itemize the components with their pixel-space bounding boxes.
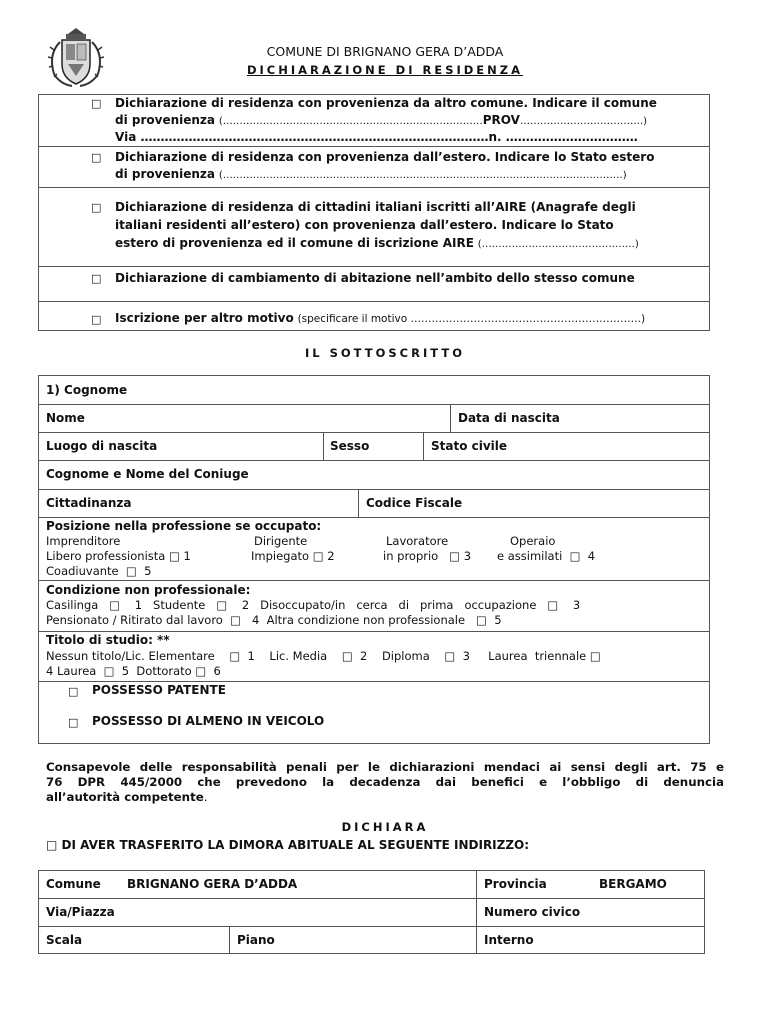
- option3-line1: Dichiarazione di residenza di cittadini italiani iscritti all’AIRE (Anagrafe degli: [115, 200, 636, 214]
- prof-operaio: Operaio: [510, 534, 556, 548]
- cognome-label: 1) Cognome: [46, 383, 128, 397]
- option1-line1: Dichiarazione di residenza con provenienza da altro comune. Indicare il comune: [115, 96, 657, 110]
- scala-label: Scala: [46, 933, 83, 947]
- codice-fiscale-label: Codice Fiscale: [366, 496, 463, 510]
- option5-checkbox[interactable]: □: [91, 313, 102, 326]
- provincia-label: Provincia: [484, 877, 547, 891]
- option4-checkbox[interactable]: □: [91, 272, 102, 285]
- coniuge-label: Cognome e Nome del Coniuge: [46, 467, 249, 481]
- prof-coadiuvante[interactable]: Coadiuvante □ 5: [46, 564, 152, 578]
- professione-title: Posizione nella professione se occupato:: [46, 519, 322, 533]
- prof-impiegato[interactable]: Impiegato □ 2: [251, 549, 335, 563]
- option1-line2: [115, 112, 647, 130]
- patente-checkbox[interactable]: □: [68, 685, 79, 698]
- veicolo-checkbox[interactable]: □: [68, 716, 79, 729]
- titolo-title: Titolo di studio: **: [46, 633, 170, 647]
- coat-of-arms-icon: [46, 24, 106, 90]
- prof-lavoratore: Lavoratore: [386, 534, 449, 548]
- condizione-line1[interactable]: Casilinga □ 1 Studente □ 2 Disoccupato/in cerca di prima occupazione □ 3: [46, 598, 581, 612]
- option2-provenienza-field[interactable]: (…………………………………………………………………………………………………………): [218, 170, 627, 181]
- piano-label: Piano: [237, 933, 275, 947]
- dichiara-heading: DICHIARA: [341, 820, 429, 834]
- sesso-label: Sesso: [330, 439, 370, 453]
- condizione-title: Condizione non professionale:: [46, 583, 251, 597]
- condizione-line2[interactable]: Pensionato / Ritirato dal lavoro □ 4 Altra condizione non professionale □ 5: [46, 613, 502, 627]
- prof-imprenditore: Imprenditore: [46, 534, 121, 548]
- trasferito-checkbox-label[interactable]: □ DI AVER TRASFERITO LA DIMORA ABITUALE AL SEGUENTE INDIRIZZO:: [46, 838, 530, 852]
- page-title: COMUNE DI BRIGNANO GERA D’ADDA: [266, 44, 504, 59]
- patente-label: POSSESSO PATENTE: [92, 683, 226, 697]
- comune-label: Comune: [46, 877, 101, 891]
- nome-label: Nome: [46, 411, 85, 425]
- option3-aire-label: estero di provenienza ed il comune di iscrizione AIRE: [115, 236, 474, 250]
- interno-label: Interno: [484, 933, 534, 947]
- option1-provenienza-field[interactable]: (……………………………………………………………………: [218, 116, 483, 127]
- titolo-line1[interactable]: Nessun titolo/Lic. Elementare □ 1 Lic. Media □ 2 Diploma □ 3 Laurea triennale □: [46, 649, 601, 663]
- option2-line2: [115, 166, 627, 184]
- option2-checkbox[interactable]: □: [91, 151, 102, 164]
- luogo-nascita-label: Luogo di nascita: [46, 439, 158, 453]
- option5-label: Iscrizione per altro motivo: [115, 311, 294, 325]
- comune-value: BRIGNANO GERA D’ADDA: [127, 877, 298, 891]
- consapevole-line1: Consapevole delle responsabilità penali per le dichiarazioni mendaci ai sensi degli art. 75 e: [46, 760, 724, 774]
- titolo-line2[interactable]: 4 Laurea □ 5 Dottorato □ 6: [46, 664, 221, 678]
- page-subtitle: DICHIARAZIONE DI RESIDENZA: [246, 63, 524, 77]
- consapevole-line3: [46, 790, 207, 804]
- option3-checkbox[interactable]: □: [91, 201, 102, 214]
- prof-assimilati[interactable]: e assimilati □ 4: [497, 549, 596, 563]
- option1-checkbox[interactable]: □: [91, 97, 102, 110]
- stato-civile-label: Stato civile: [431, 439, 508, 453]
- prof-dirigente: Dirigente: [254, 534, 308, 548]
- option5-field[interactable]: (specificare il motivo ………………………..……………………………….): [297, 313, 646, 325]
- cittadinanza-label: Cittadinanza: [46, 496, 132, 510]
- prof-in-proprio[interactable]: in proprio □ 3: [383, 549, 472, 563]
- option3-line2: italiani residenti all’estero) con provenienza dall’estero. Indicare lo Stato: [115, 218, 614, 232]
- via-label: Via/Piazza: [46, 905, 115, 919]
- veicolo-label: POSSESSO DI ALMENO IN VEICOLO: [92, 714, 325, 728]
- civico-label: Numero civico: [484, 905, 581, 919]
- option1-provenienza-label: di provenienza: [115, 113, 216, 127]
- option1-prov-field[interactable]: ……………………………….): [519, 116, 648, 127]
- provincia-value: BERGAMO: [599, 877, 667, 891]
- option1-prov-label: PROV: [482, 113, 520, 127]
- option3-aire-field[interactable]: (……………………………………….): [477, 239, 639, 250]
- option4-label: Dichiarazione di cambiamento di abitazione nell’ambito dello stesso comune: [115, 271, 635, 285]
- consapevole-line2: 76 DPR 445/2000 che prevedono la decadenza dai benefici e l’obbligo di denuncia: [46, 775, 724, 789]
- option3-line3: [115, 235, 639, 253]
- option5-line: [115, 310, 645, 328]
- option1-via-line[interactable]: Via ……………………………………………………………………………n. ……………………………: [115, 130, 638, 144]
- prof-libero[interactable]: Libero professionista □ 1: [46, 549, 191, 563]
- data-nascita-label: Data di nascita: [458, 411, 560, 425]
- consapevole-line3-text: all’autorità competente: [46, 790, 204, 804]
- option2-provenienza-label: di provenienza: [115, 167, 216, 181]
- sottoscritto-heading: IL SOTTOSCRITTO: [305, 346, 465, 360]
- consapevole-line3-dot: .: [203, 790, 208, 804]
- option2-line1: Dichiarazione di residenza con provenienza dall’estero. Indicare lo Stato estero: [115, 150, 655, 164]
